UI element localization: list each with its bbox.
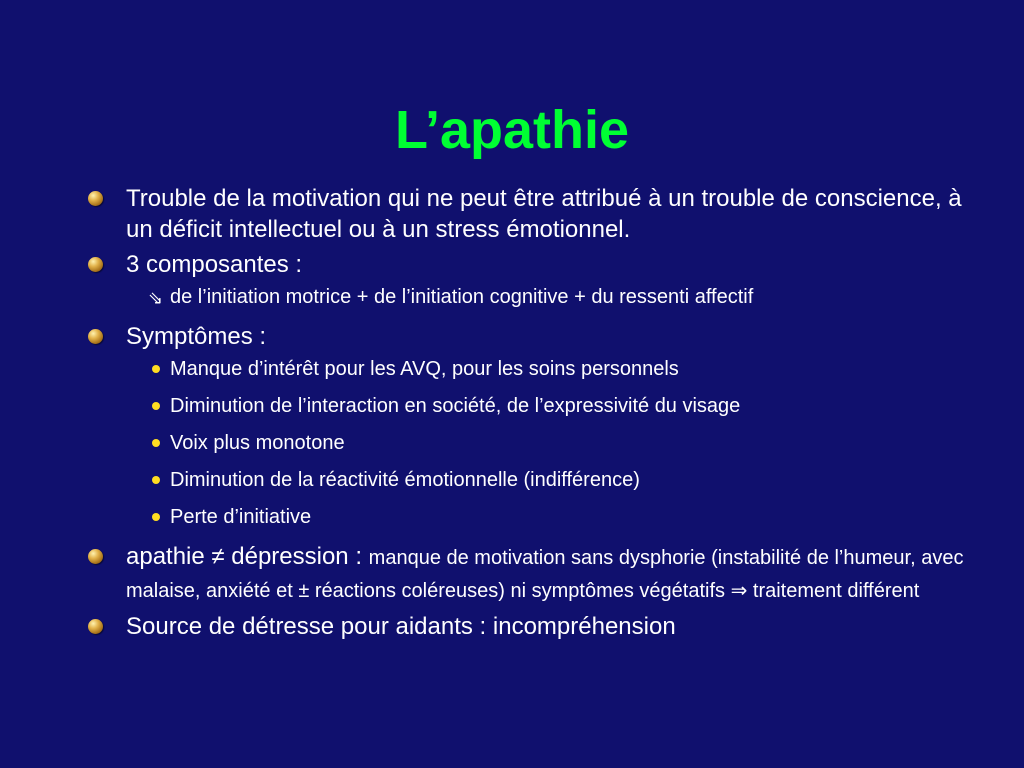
sub-bullet-item: [136, 356, 968, 382]
dot-bullet-icon: [152, 402, 160, 410]
dot-bullet-icon: [152, 365, 160, 373]
sub-bullet-text: de l’initiation motrice + de l’initiation cognitive + du ressenti affectif: [170, 286, 754, 308]
bullet-ball-icon: [88, 257, 103, 272]
sub-bullet-item: [136, 504, 968, 530]
bullet-ball-icon: [88, 619, 103, 634]
bullet-text: Symptômes :: [126, 323, 267, 350]
bullet-text: manque de motivation sans dysphorie (instabilité de l’humeur, avec malaise, anxiété et ± réactions coléreuses) ni symptômes végétatifs ⇒ traitement différent: [126, 547, 964, 602]
bullet-item: [88, 611, 968, 642]
sub-bullet-item: [136, 467, 968, 493]
sub-bullet-text: Diminution de l’interaction en société, de l’expressivité du visage: [170, 395, 741, 417]
arrow-down-right-icon: ⇘: [148, 288, 164, 308]
bullet-item: [88, 541, 968, 607]
bullet-item: [88, 183, 968, 245]
sub-bullet-item: [136, 430, 968, 456]
bullet-ball-icon: [88, 549, 103, 564]
sub-bullet-item: [136, 393, 968, 419]
bullet-text: Trouble de la motivation qui ne peut être attribué à un trouble de conscience, à un déficit intellectuel ou à un stress émotionnel.: [126, 185, 962, 243]
slide-title: L’apathie: [394, 100, 630, 160]
dot-bullet-icon: [152, 476, 160, 484]
sub-bullet-text: Diminution de la réactivité émotionnelle (indifférence): [170, 469, 640, 491]
bullet-text: 3 composantes :: [126, 251, 303, 278]
dot-bullet-icon: [152, 513, 160, 521]
bullet-item: [88, 249, 968, 280]
sub-bullet-item: [136, 284, 968, 310]
sub-bullet-text: Voix plus monotone: [170, 432, 345, 454]
sub-bullet-text: Manque d’intérêt pour les AVQ, pour les soins personnels: [170, 358, 679, 380]
bullet-lead-text: apathie ≠ dépression :: [126, 543, 369, 570]
bullet-ball-icon: [88, 191, 103, 206]
bullet-ball-icon: [88, 329, 103, 344]
bullet-item: [88, 321, 968, 352]
slide-body: [88, 183, 968, 646]
bullet-text: Source de détresse pour aidants : incompréhension: [126, 613, 676, 640]
sub-bullet-text: Perte d’initiative: [170, 506, 312, 528]
dot-bullet-icon: [152, 439, 160, 447]
